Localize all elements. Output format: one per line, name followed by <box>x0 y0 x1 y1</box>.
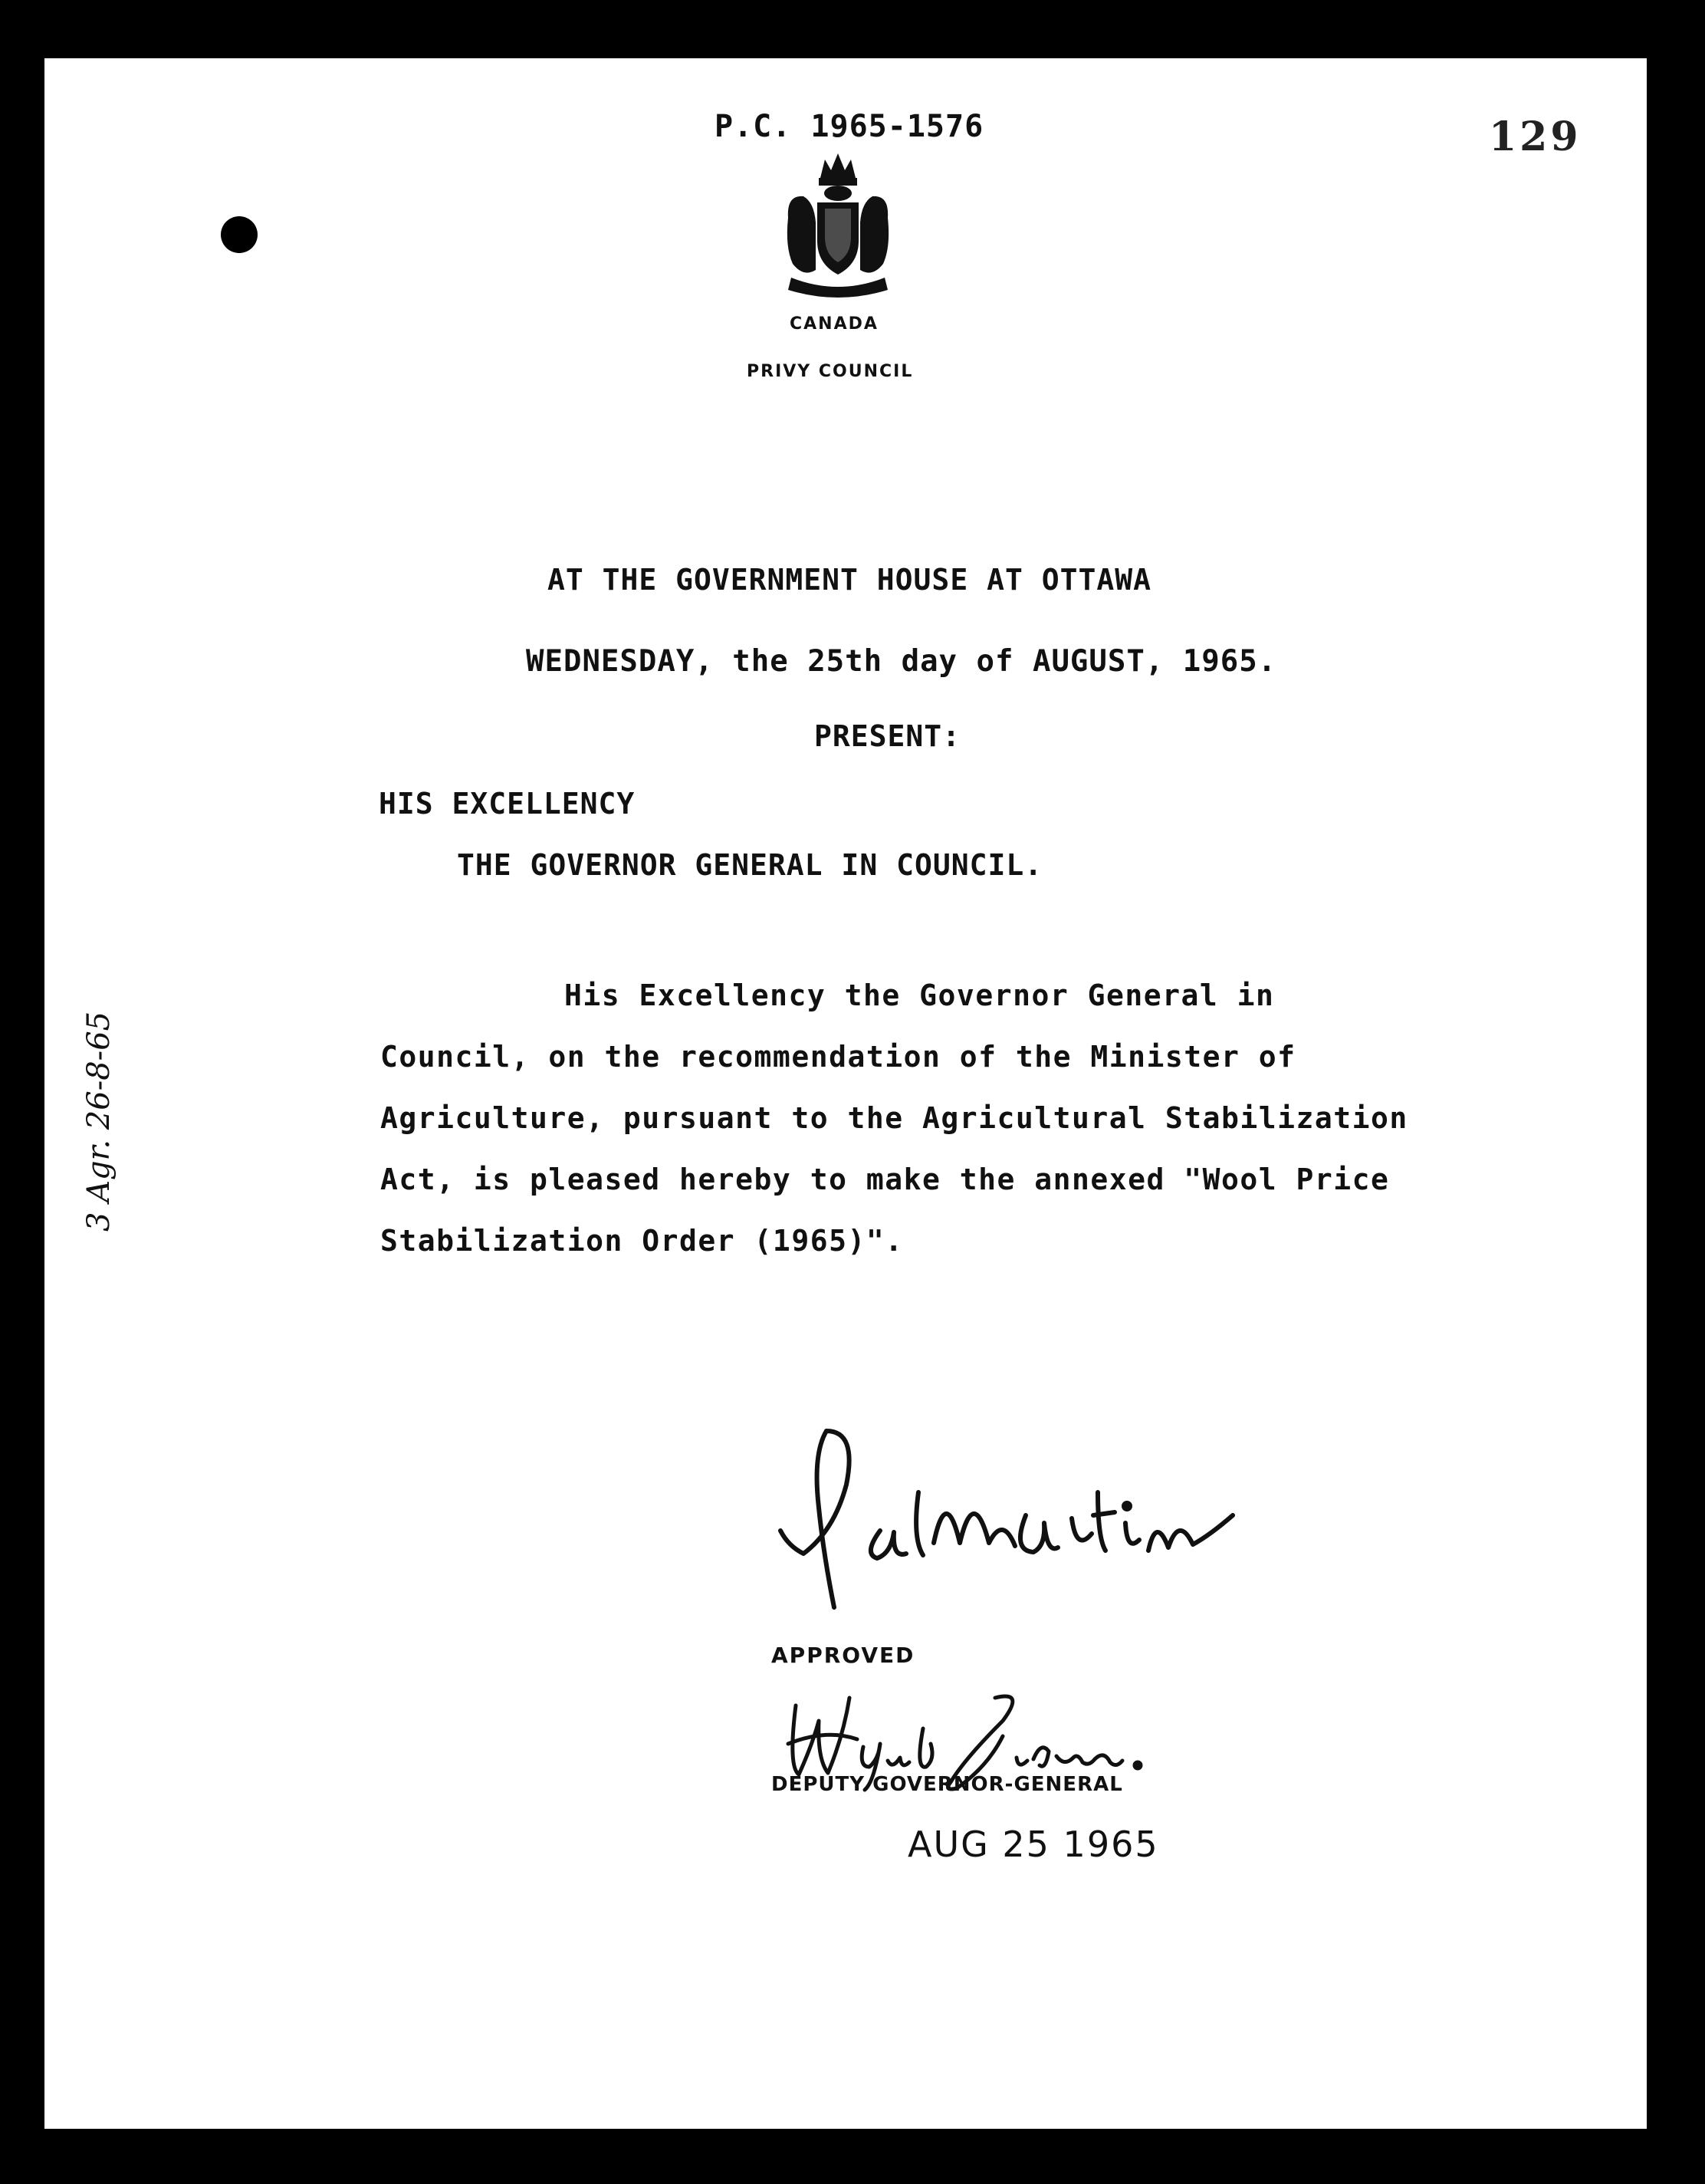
document-page <box>44 58 1647 2129</box>
paragraph-line: Act, is pleased hereby to make the annexed "Wool Price <box>380 1163 1390 1196</box>
addressee-line-2: THE GOVERNOR GENERAL IN COUNCIL. <box>457 848 1043 882</box>
paragraph-line: Agriculture, pursuant to the Agricultural Stabilization <box>380 1101 1408 1135</box>
page-number: 129 <box>1489 113 1582 160</box>
margin-note: 3 Agr. 26-8-65 <box>81 1011 117 1232</box>
present-label: PRESENT: <box>814 719 961 753</box>
coat-of-arms-icon <box>780 149 895 302</box>
order-paragraph <box>380 965 1408 1271</box>
paragraph-line: His Excellency the Governor General in <box>564 979 1275 1012</box>
paragraph-line: Council, on the recommendation of the Minister of <box>380 1040 1296 1074</box>
privy-council-label: PRIVY COUNCIL <box>747 362 914 381</box>
punch-hole <box>221 216 258 253</box>
signature-paul-martin <box>773 1400 1294 1630</box>
approved-label: APPROVED <box>771 1643 915 1668</box>
heading-location: AT THE GOVERNMENT HOUSE AT OTTAWA <box>547 563 1151 597</box>
addressee-line-1: HIS EXCELLENCY <box>379 787 636 821</box>
heading-date: WEDNESDAY, the 25th day of AUGUST, 1965. <box>526 644 1277 679</box>
approver-title: DEPUTY GOVERNOR-GENERAL <box>771 1773 1123 1796</box>
paragraph-line: Stabilization Order (1965)". <box>380 1224 904 1258</box>
pc-number: P.C. 1965-1576 <box>715 109 984 144</box>
approval-date-stamp: AUG 25 1965 <box>908 1824 1159 1865</box>
country-label: CANADA <box>790 314 879 334</box>
